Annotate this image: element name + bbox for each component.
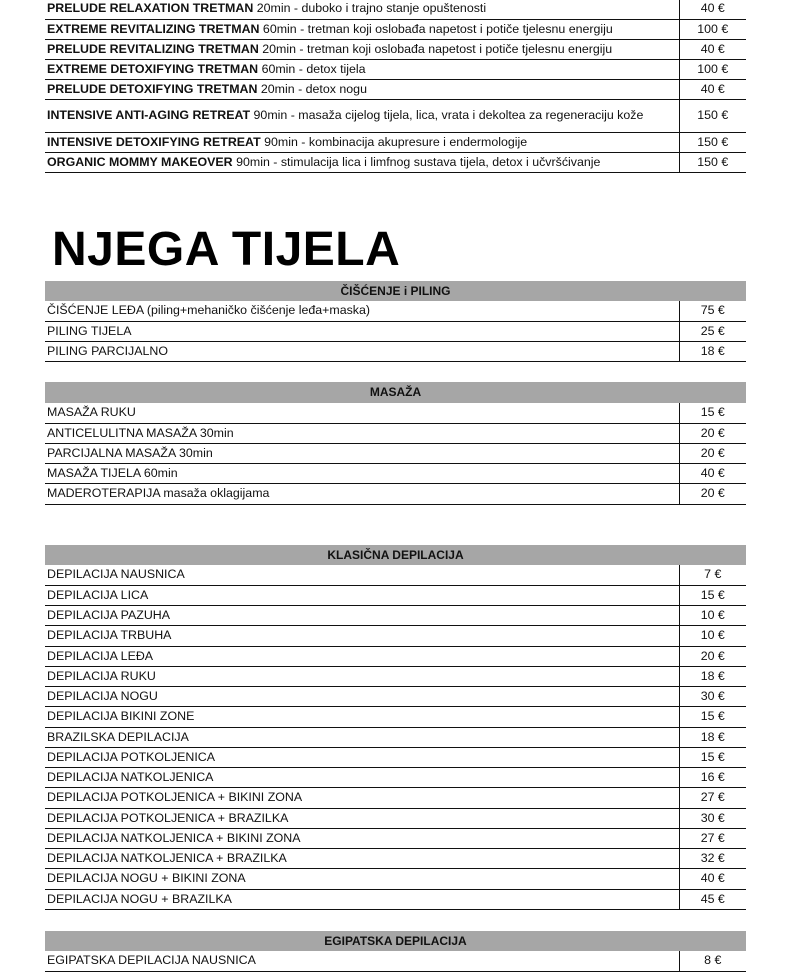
service-label: DEPILACIJA POTKOLJENICA xyxy=(45,747,679,767)
section-header: KLASIČNA DEPILACIJA xyxy=(45,545,746,565)
table-header-row xyxy=(45,931,746,951)
service-label: DEPILACIJA NAUSNICA xyxy=(45,565,679,585)
table-row xyxy=(45,666,746,686)
table-row xyxy=(45,132,746,152)
table-row xyxy=(45,403,746,423)
treatment-desc: 90min - stimulacija lica i limfnog sustava tijela, detox i učvršćivanje xyxy=(236,154,601,169)
service-label: DEPILACIJA LICA xyxy=(45,585,679,605)
price-cell: 7 € xyxy=(679,565,746,585)
price-cell: 27 € xyxy=(679,828,746,848)
treatment-desc: 20min - duboko i trajno stanje opuštenosti xyxy=(256,1,487,16)
price-cell: 20 € xyxy=(679,483,746,504)
price-cell: 20 € xyxy=(679,423,746,443)
service-label: DEPILACIJA PAZUHA xyxy=(45,606,679,626)
table-row xyxy=(45,951,746,971)
cleansing-table xyxy=(45,281,746,362)
table-row xyxy=(45,301,746,321)
service-label: DEPILACIJA RUKU xyxy=(45,666,679,686)
service-label: DEPILACIJA NOGU + BRAZILKA xyxy=(45,889,679,909)
service-label: DEPILACIJA TRBUHA xyxy=(45,626,679,646)
table-row xyxy=(45,727,746,747)
treatment-desc: 90min - kombinacija akupresure i endermologije xyxy=(264,134,528,149)
table-row xyxy=(45,849,746,869)
price-cell: 18 € xyxy=(679,727,746,747)
service-label: DEPILACIJA NOGU xyxy=(45,687,679,707)
treatment-desc: 20min - detox nogu xyxy=(260,81,367,96)
service-label: BRAZILSKA DEPILACIJA xyxy=(45,727,679,747)
price-cell: 150 € xyxy=(679,152,746,172)
treatment-cell xyxy=(45,19,679,39)
egyptian-waxing-table xyxy=(45,931,746,972)
service-label: DEPILACIJA NATKOLJENICA + BRAZILKA xyxy=(45,849,679,869)
price-cell: 30 € xyxy=(679,808,746,828)
treatment-cell xyxy=(45,59,679,79)
table-row xyxy=(45,39,746,59)
table-row xyxy=(45,565,746,585)
service-label: DEPILACIJA NATKOLJENICA xyxy=(45,768,679,788)
service-label: DEPILACIJA BIKINI ZONE xyxy=(45,707,679,727)
service-label: ANTICELULITNA MASAŽA 30min xyxy=(45,423,679,443)
treatment-cell xyxy=(45,39,679,59)
table-header-row xyxy=(45,545,746,565)
price-cell: 10 € xyxy=(679,626,746,646)
section-header: ČIŠĆENJE i PILING xyxy=(45,281,746,301)
table-row xyxy=(45,483,746,504)
treatment-name: EXTREME DETOXIFYING TRETMAN xyxy=(47,61,259,76)
table-row xyxy=(45,707,746,727)
service-label: DEPILACIJA LEĐA xyxy=(45,646,679,666)
table-row xyxy=(45,768,746,788)
treatment-cell xyxy=(45,132,679,152)
table-row xyxy=(45,0,746,19)
service-label: MASAŽA RUKU xyxy=(45,403,679,423)
table-row xyxy=(45,646,746,666)
price-cell: 20 € xyxy=(679,646,746,666)
price-cell: 40 € xyxy=(679,869,746,889)
treatments-table xyxy=(45,0,746,173)
price-cell: 10 € xyxy=(679,606,746,626)
treatment-desc: 20min - tretman koji oslobađa napetost i potiče tjelesnu energiju xyxy=(258,41,613,56)
treatment-name: ORGANIC MOMMY MAKEOVER xyxy=(47,154,233,169)
price-cell: 25 € xyxy=(679,321,746,341)
service-label: PILING PARCIJALNO xyxy=(45,341,679,361)
table-row xyxy=(45,443,746,463)
price-cell: 15 € xyxy=(679,585,746,605)
price-cell: 8 € xyxy=(679,951,746,971)
treatment-name: PRELUDE DETOXIFYING TRETMAN xyxy=(47,81,258,96)
service-label: PILING TIJELA xyxy=(45,321,679,341)
service-label: DEPILACIJA NOGU + BIKINI ZONA xyxy=(45,869,679,889)
table-row xyxy=(45,626,746,646)
service-label: DEPILACIJA NATKOLJENICA + BIKINI ZONA xyxy=(45,828,679,848)
treatment-name: EXTREME REVITALIZING TRETMAN xyxy=(47,21,260,36)
treatment-cell xyxy=(45,99,679,132)
treatment-name: PRELUDE RELAXATION TRETMAN xyxy=(47,1,254,16)
price-cell: 32 € xyxy=(679,849,746,869)
price-cell: 40 € xyxy=(679,463,746,483)
price-cell: 40 € xyxy=(679,39,746,59)
price-cell: 18 € xyxy=(679,341,746,361)
service-label: EGIPATSKA DEPILACIJA NAUSNICA xyxy=(45,951,679,971)
price-cell: 30 € xyxy=(679,687,746,707)
price-cell: 100 € xyxy=(679,19,746,39)
service-label: MADEROTERAPIJA masaža oklagijama xyxy=(45,483,679,504)
price-cell: 20 € xyxy=(679,443,746,463)
table-header-row xyxy=(45,382,746,403)
classic-waxing-table xyxy=(45,545,746,910)
price-cell: 15 € xyxy=(679,707,746,727)
price-cell: 18 € xyxy=(679,666,746,686)
price-cell: 40 € xyxy=(679,0,746,19)
section-header: EGIPATSKA DEPILACIJA xyxy=(45,931,746,951)
table-row xyxy=(45,59,746,79)
price-cell: 100 € xyxy=(679,59,746,79)
table-row xyxy=(45,341,746,361)
treatment-cell xyxy=(45,79,679,99)
treatment-cell xyxy=(45,152,679,172)
treatment-cell xyxy=(45,0,679,19)
price-cell: 15 € xyxy=(679,747,746,767)
table-row xyxy=(45,19,746,39)
table-row xyxy=(45,321,746,341)
price-cell: 150 € xyxy=(679,99,746,132)
treatment-desc: 90min - masaža cijelog tijela, lica, vrata i dekoltea za regeneraciju kože xyxy=(253,108,644,122)
price-cell: 45 € xyxy=(679,889,746,909)
table-row xyxy=(45,687,746,707)
treatment-name: PRELUDE REVITALIZING TRETMAN xyxy=(47,41,259,56)
section-header: MASAŽA xyxy=(45,382,746,403)
service-label: ČIŠĆENJE LEĐA (piling+mehaničko čišćenje leđa+maska) xyxy=(45,301,679,321)
massage-table xyxy=(45,382,746,505)
table-header-row xyxy=(45,281,746,301)
price-cell: 16 € xyxy=(679,768,746,788)
table-row xyxy=(45,606,746,626)
price-cell: 15 € xyxy=(679,403,746,423)
service-label: DEPILACIJA POTKOLJENICA + BRAZILKA xyxy=(45,808,679,828)
service-label: PARCIJALNA MASAŽA 30min xyxy=(45,443,679,463)
table-row xyxy=(45,79,746,99)
table-row xyxy=(45,463,746,483)
price-cell: 150 € xyxy=(679,132,746,152)
table-row xyxy=(45,808,746,828)
price-cell: 75 € xyxy=(679,301,746,321)
table-row xyxy=(45,747,746,767)
service-label: DEPILACIJA POTKOLJENICA + BIKINI ZONA xyxy=(45,788,679,808)
treatment-desc: 60min - tretman koji oslobađa napetost i potiče tjelesnu energiju xyxy=(259,21,613,36)
price-cell: 27 € xyxy=(679,788,746,808)
page-title: NJEGA TIJELA xyxy=(52,223,401,276)
price-cell: 40 € xyxy=(679,79,746,99)
table-row xyxy=(45,585,746,605)
table-row xyxy=(45,99,746,132)
table-row xyxy=(45,423,746,443)
table-row xyxy=(45,152,746,172)
table-row xyxy=(45,869,746,889)
service-label: MASAŽA TIJELA 60min xyxy=(45,463,679,483)
treatment-name: INTENSIVE DETOXIFYING RETREAT xyxy=(47,134,261,149)
treatment-name: INTENSIVE ANTI-AGING RETREAT xyxy=(47,108,251,122)
table-row xyxy=(45,828,746,848)
treatment-desc: 60min - detox tijela xyxy=(258,61,366,76)
table-row xyxy=(45,889,746,909)
table-row xyxy=(45,788,746,808)
